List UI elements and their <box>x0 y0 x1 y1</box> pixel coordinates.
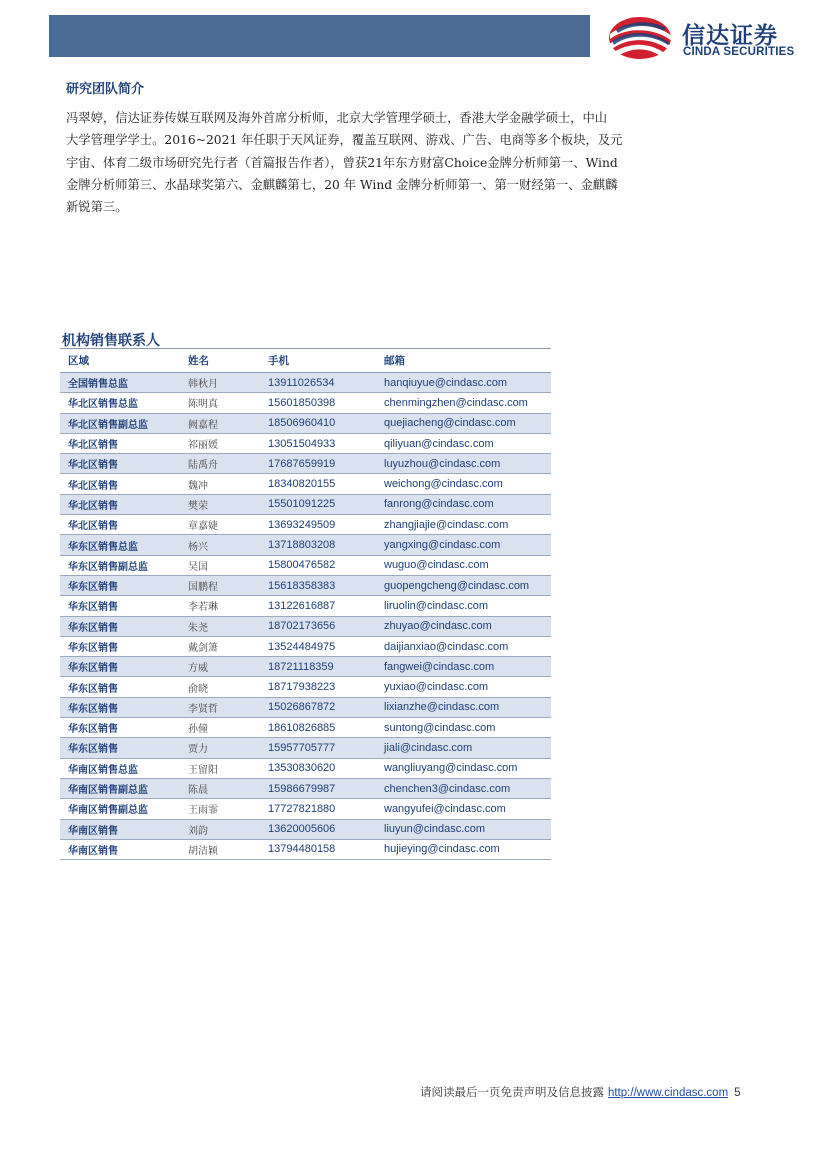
phone-cell: 13911026534 <box>260 373 376 393</box>
phone-cell: 15501091225 <box>260 494 376 514</box>
phone-cell: 13718803208 <box>260 535 376 555</box>
phone-cell: 15026867872 <box>260 697 376 717</box>
name-cell: 方威 <box>180 657 260 677</box>
name-cell: 贾力 <box>180 738 260 758</box>
table-row <box>60 738 551 758</box>
region-cell: 全国销售总监 <box>60 373 180 393</box>
name-cell: 章嘉婕 <box>180 515 260 535</box>
email-cell[interactable]: guopengcheng@cindasc.com <box>376 575 551 595</box>
email-cell[interactable]: wangyufei@cindasc.com <box>376 799 551 819</box>
region-cell: 华东区销售 <box>60 738 180 758</box>
table-row <box>60 819 551 839</box>
analyst-bio <box>66 107 742 218</box>
phone-cell: 13051504933 <box>260 433 376 453</box>
name-cell: 杨兴 <box>180 535 260 555</box>
logo-chinese-text: 信达证券 <box>682 23 778 49</box>
name-cell: 樊荣 <box>180 494 260 514</box>
email-cell[interactable]: zhangjiajie@cindasc.com <box>376 515 551 535</box>
page-number: 5 <box>734 1087 741 1099</box>
phone-cell: 15986679987 <box>260 778 376 798</box>
name-cell: 国鹏程 <box>180 575 260 595</box>
research-team-title: 研究团队简介 <box>66 82 145 97</box>
region-cell: 华东区销售 <box>60 616 180 636</box>
cinda-globe-icon <box>606 14 674 62</box>
header-phone: 手机 <box>260 349 376 373</box>
email-cell[interactable]: jiali@cindasc.com <box>376 738 551 758</box>
name-cell: 戴剑箫 <box>180 636 260 656</box>
name-cell: 陆禹舟 <box>180 454 260 474</box>
email-cell[interactable]: chenchen3@cindasc.com <box>376 778 551 798</box>
brand-logo <box>606 14 811 62</box>
email-cell[interactable]: hanqiuyue@cindasc.com <box>376 373 551 393</box>
sales-table-body <box>60 373 551 860</box>
name-cell: 刘韵 <box>180 819 260 839</box>
region-cell: 华北区销售 <box>60 494 180 514</box>
region-cell: 华东区销售总监 <box>60 535 180 555</box>
email-cell[interactable]: lixianzhe@cindasc.com <box>376 697 551 717</box>
sales-contacts-table <box>60 348 551 860</box>
bio-line: 金牌分析师第三、水晶球奖第六、金麒麟第七，20 年 Wind 金牌分析师第一、第一财经第一、金麒麟 <box>66 177 618 192</box>
phone-cell: 13794480158 <box>260 839 376 859</box>
email-cell[interactable]: weichong@cindasc.com <box>376 474 551 494</box>
name-cell: 陈晨 <box>180 778 260 798</box>
name-cell: 吴国 <box>180 555 260 575</box>
table-row <box>60 535 551 555</box>
region-cell: 华东区销售副总监 <box>60 555 180 575</box>
table-row <box>60 494 551 514</box>
table-row <box>60 636 551 656</box>
phone-cell: 15618358383 <box>260 575 376 595</box>
table-row <box>60 778 551 798</box>
name-cell: 王雨霏 <box>180 799 260 819</box>
bio-line: 新锐第三。 <box>66 200 128 215</box>
phone-cell: 18340820155 <box>260 474 376 494</box>
table-row <box>60 373 551 393</box>
phone-cell: 13530830620 <box>260 758 376 778</box>
table-row <box>60 799 551 819</box>
email-cell[interactable]: hujieying@cindasc.com <box>376 839 551 859</box>
name-cell: 阙嘉程 <box>180 413 260 433</box>
name-cell: 陈明真 <box>180 393 260 413</box>
table-row <box>60 839 551 859</box>
table-row <box>60 616 551 636</box>
name-cell: 李贤哲 <box>180 697 260 717</box>
page-footer <box>420 1084 741 1100</box>
website-link[interactable]: http://www.cindasc.com <box>608 1087 729 1099</box>
table-row <box>60 677 551 697</box>
email-cell[interactable]: daijianxiao@cindasc.com <box>376 636 551 656</box>
logo-english-text: CINDA SECURITIES <box>683 46 795 58</box>
name-cell: 祁丽媛 <box>180 433 260 453</box>
email-cell[interactable]: liuyun@cindasc.com <box>376 819 551 839</box>
region-cell: 华南区销售副总监 <box>60 778 180 798</box>
bio-line: 冯翠婷，信达证券传媒互联网及海外首席分析师，北京大学管理学硕士，香港大学金融学硕士，中山 <box>66 111 608 125</box>
header-region: 区域 <box>60 349 180 373</box>
header-name: 姓名 <box>180 349 260 373</box>
table-row <box>60 555 551 575</box>
region-cell: 华东区销售 <box>60 718 180 738</box>
email-cell[interactable]: wangliuyang@cindasc.com <box>376 758 551 778</box>
email-cell[interactable]: qiliyuan@cindasc.com <box>376 433 551 453</box>
header-email: 邮箱 <box>376 349 551 373</box>
email-cell[interactable]: suntong@cindasc.com <box>376 718 551 738</box>
region-cell: 华东区销售 <box>60 636 180 656</box>
table-row <box>60 758 551 778</box>
table-row <box>60 697 551 717</box>
name-cell: 李若琳 <box>180 596 260 616</box>
phone-cell: 18721118359 <box>260 657 376 677</box>
name-cell: 魏冲 <box>180 474 260 494</box>
email-cell[interactable]: wuguo@cindasc.com <box>376 555 551 575</box>
table-row <box>60 474 551 494</box>
table-row <box>60 596 551 616</box>
email-cell[interactable]: fanrong@cindasc.com <box>376 494 551 514</box>
email-cell[interactable]: liruolin@cindasc.com <box>376 596 551 616</box>
disclaimer-note: 请阅读最后一页免责声明及信息披露 <box>420 1085 604 1099</box>
email-cell[interactable]: yuxiao@cindasc.com <box>376 677 551 697</box>
region-cell: 华东区销售 <box>60 697 180 717</box>
region-cell: 华东区销售 <box>60 575 180 595</box>
table-row <box>60 454 551 474</box>
email-cell[interactable]: yangxing@cindasc.com <box>376 535 551 555</box>
bio-line: 大学管理学学士。2016~2021 年任职于天风证券，覆盖互联网、游戏、广告、电商等多个板块，及元 <box>66 133 623 148</box>
region-cell: 华南区销售 <box>60 819 180 839</box>
region-cell: 华北区销售 <box>60 474 180 494</box>
phone-cell: 18610826885 <box>260 718 376 738</box>
phone-cell: 18506960410 <box>260 413 376 433</box>
region-cell: 华东区销售 <box>60 657 180 677</box>
region-cell: 华南区销售 <box>60 839 180 859</box>
phone-cell: 13524484975 <box>260 636 376 656</box>
table-row <box>60 657 551 677</box>
bio-line: 宇宙、体育二级市场研究先行者（首篇报告作者），曾获21年东方财富Choice金牌分析师第一、Wind <box>66 155 618 170</box>
table-row <box>60 718 551 738</box>
sales-contacts-title: 机构销售联系人 <box>62 333 160 349</box>
email-cell[interactable]: luyuzhou@cindasc.com <box>376 454 551 474</box>
name-cell: 孙僮 <box>180 718 260 738</box>
region-cell: 华东区销售 <box>60 677 180 697</box>
phone-cell: 13122616887 <box>260 596 376 616</box>
region-cell: 华北区销售 <box>60 515 180 535</box>
region-cell: 华南区销售副总监 <box>60 799 180 819</box>
region-cell: 华北区销售总监 <box>60 393 180 413</box>
phone-cell: 18702173656 <box>260 616 376 636</box>
table-row <box>60 515 551 535</box>
region-cell: 华北区销售副总监 <box>60 413 180 433</box>
phone-cell: 15957705777 <box>260 738 376 758</box>
table-row <box>60 413 551 433</box>
email-cell[interactable]: chenmingzhen@cindasc.com <box>376 393 551 413</box>
email-cell[interactable]: quejiacheng@cindasc.com <box>376 413 551 433</box>
table-header-row <box>60 349 551 373</box>
phone-cell: 17687659919 <box>260 454 376 474</box>
email-cell[interactable]: fangwei@cindasc.com <box>376 657 551 677</box>
phone-cell: 13620005606 <box>260 819 376 839</box>
phone-cell: 18717938223 <box>260 677 376 697</box>
phone-cell: 13693249509 <box>260 515 376 535</box>
table-row <box>60 433 551 453</box>
name-cell: 胡洁颖 <box>180 839 260 859</box>
region-cell: 华北区销售 <box>60 433 180 453</box>
region-cell: 华南区销售总监 <box>60 758 180 778</box>
name-cell: 王留阳 <box>180 758 260 778</box>
phone-cell: 15800476582 <box>260 555 376 575</box>
table-row <box>60 575 551 595</box>
email-cell[interactable]: zhuyao@cindasc.com <box>376 616 551 636</box>
name-cell: 韩秋月 <box>180 373 260 393</box>
phone-cell: 17727821880 <box>260 799 376 819</box>
name-cell: 朱尧 <box>180 616 260 636</box>
header-bar <box>49 15 590 57</box>
table-row <box>60 393 551 413</box>
name-cell: 俞晓 <box>180 677 260 697</box>
region-cell: 华北区销售 <box>60 454 180 474</box>
phone-cell: 15601850398 <box>260 393 376 413</box>
region-cell: 华东区销售 <box>60 596 180 616</box>
